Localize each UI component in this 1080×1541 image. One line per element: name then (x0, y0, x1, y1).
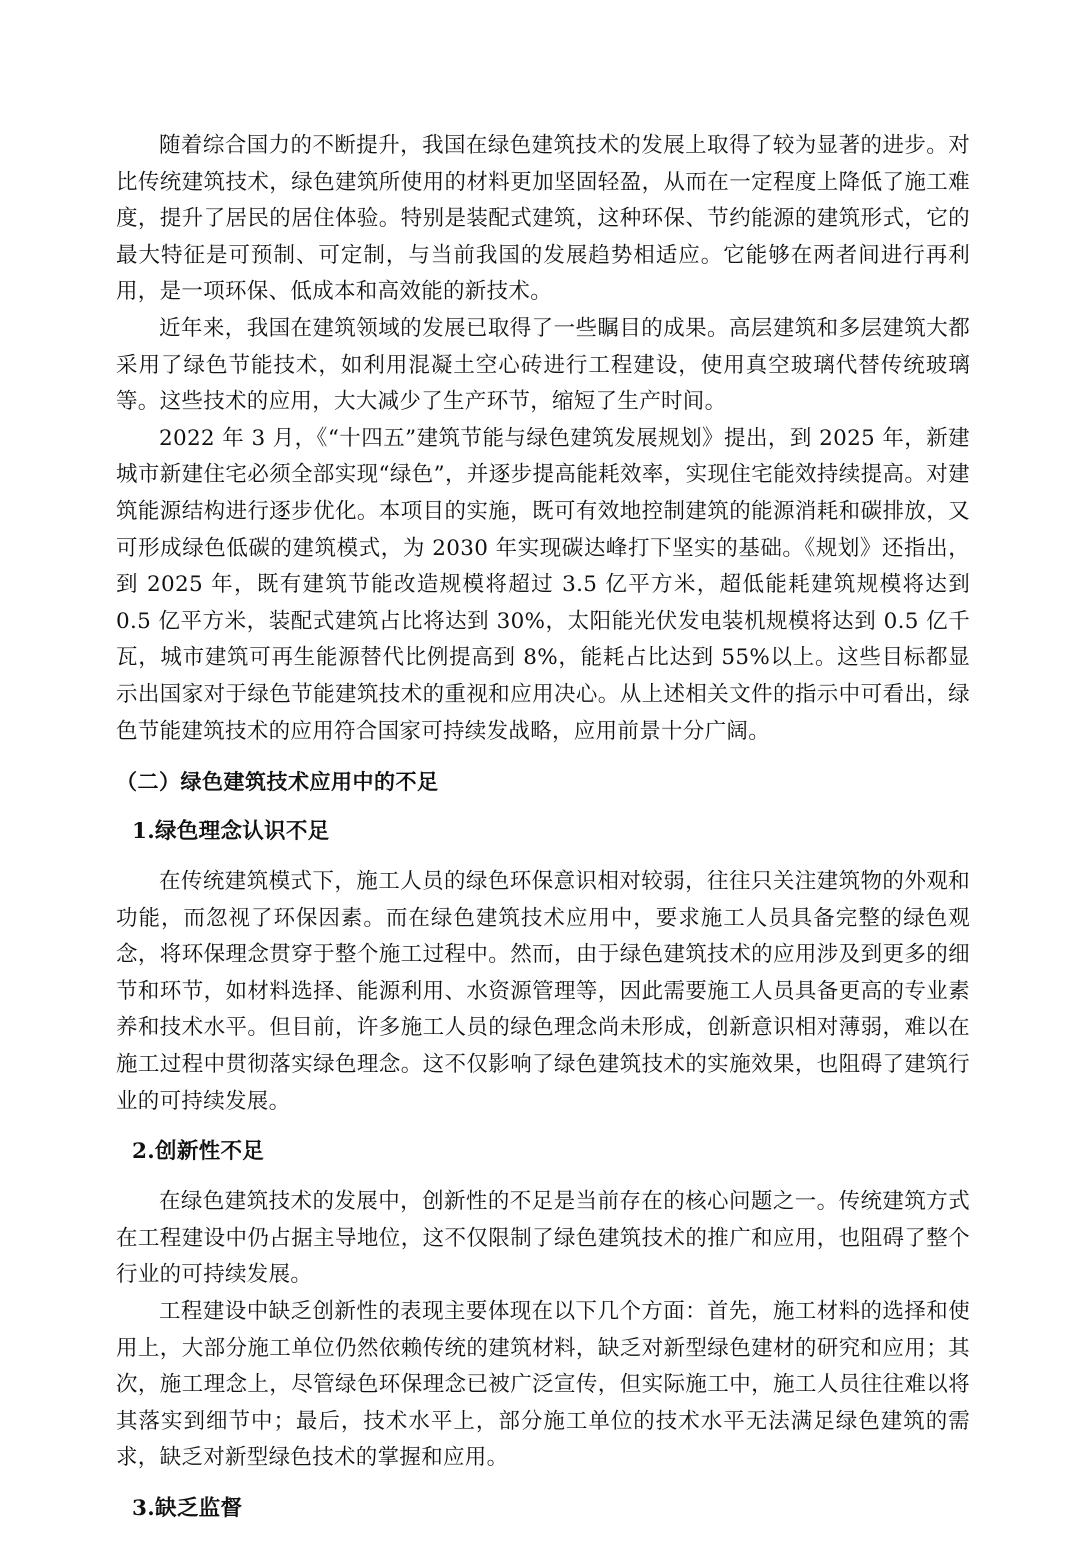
paragraph: 在绿色建筑技术的发展中，创新性的不足是当前存在的核心问题之一。传统建筑方式在工程建设中仍占据主导地位，这不仅限制了绿色建筑技术的推广和应用，也阻碍了整个行业的可持续发展。 (116, 1189, 970, 1288)
paragraph: 工程建设中缺乏创新性的表现主要体现在以下几个方面：首先，施工材料的选择和使用上，大部分施工单位仍然依赖传统的建筑材料，缺乏对新型绿色建材的研究和应用；其次，施工理念上，尽管绿色环保理念已被广泛宣传，但实际施工中，施工人员往往难以将其落实到细节中；最后，技术水平上，部分施工单位的技术水平无法满足绿色建筑的需求，缺乏对新型绿色技术的掌握和应用。 (116, 1299, 970, 1471)
paragraph: 近年来，我国在建筑领域的发展已取得了一些瞩目的成果。高层建筑和多层建筑大都采用了绿色节能技术，如利用混凝土空心砖进行工程建设，使用真空玻璃代替传统玻璃等。这些技术的应用，大大减少了生产环节，缩短了生产时间。 (116, 315, 970, 415)
section-heading: （二）绿色建筑技术应用中的不足 (116, 770, 439, 795)
paragraph: 在传统建筑模式下，施工人员的绿色环保意识相对较弱，往往只关注建筑物的外观和功能，而忽视了环保因素。而在绿色建筑技术应用中，要求施工人员具备完整的绿色观念，将环保理念贯穿于整个施工过程中。然而，由于绿色建筑技术的应用涉及到更多的细节和环节，如材料选择、能源利用、水资源管理等，因此需要施工人员具备更高的专业素养和技术水平。但目前，许多施工人员的绿色理念尚未形成，创新意识相对薄弱，难以在施工过程中贯彻落实绿色理念。这不仅影响了绿色建筑技术的实施效果，也阻碍了建筑行业的可持续发展。 (116, 869, 970, 1114)
subsection-heading: 1.绿色理念认识不足 (132, 819, 330, 845)
paragraph: 随着综合国力的不断提升，我国在绿色建筑技术的发展上取得了较为显著的进步。对比传统建筑技术，绿色建筑所使用的材料更加坚固轻盈，从而在一定程度上降低了施工难度，提升了居民的居住体验。特别是装配式建筑，这种环保、节约能源的建筑形式，它的最大特征是可预制、可定制，与当前我国的发展趋势相适应。它能够在两者间进行再利用，是一项环保、低成本和高效能的新技术。 (116, 133, 970, 305)
subsection-heading: 2.创新性不足 (132, 1139, 265, 1165)
paragraph: 2022 年 3 月，《“十四五”建筑节能与绿色建筑发展规划》提出，到 2025 年，新建城市新建住宅必须全部实现“绿色”，并逐步提高能耗效率，实现住宅能效持续提高。对建筑能源结构进行逐步优化。本项目的实施，既可有效地控制建筑的能源消耗和碳排放，又可形成绿色低碳的建筑模式，为 2030 年实现碳达峰打下坚实的基础。《规划》还指出，到 2025 年，既有建筑节能改造规模将超过 3.5 亿平方米，超低能耗建筑规模将达到 0.5 亿平方米，装配式建筑占比将达到 30%，太阳能光伏发电装机规模将达到 0.5 亿千瓦，城市建筑可再生能源替代比例提高到 8%，能耗占比达到 55%以上。这些目标都显示出国家对于绿色节能建筑技术的重视和应用决心。从上述相关文件的指示中可看出，绿色节能建筑技术的应用符合国家可持续发战略，应用前景十分广阔。 (116, 425, 970, 744)
document-body (116, 128, 970, 1541)
subsection-heading: 3.缺乏监督 (132, 1496, 243, 1521)
